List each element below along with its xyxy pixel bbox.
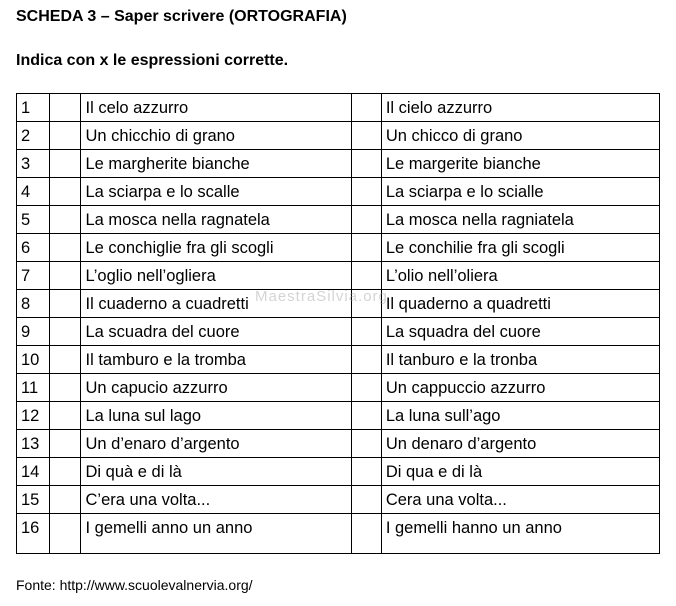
checkbox-cell-a[interactable] <box>50 346 81 374</box>
checkbox-cell-a[interactable] <box>50 290 81 318</box>
checkbox-cell-a[interactable] <box>50 178 81 206</box>
option-a-text: La scuadra del cuore <box>81 318 351 346</box>
option-b-text: Il quaderno a quadretti <box>381 290 659 318</box>
table-row <box>17 94 660 122</box>
option-b-text: La squadra del cuore <box>381 318 659 346</box>
instruction-text: Indica con x le espressioni corrette. <box>16 52 289 69</box>
checkbox-cell-b[interactable] <box>351 374 381 402</box>
table-row <box>17 150 660 178</box>
checkbox-cell-b[interactable] <box>351 262 381 290</box>
worksheet-title: SCHEDA 3 – Saper scrivere (ORTOGRAFIA) <box>16 8 347 25</box>
table-row <box>17 486 660 514</box>
checkbox-cell-a[interactable] <box>50 458 81 486</box>
row-number: 5 <box>17 206 50 234</box>
checkbox-cell-b[interactable] <box>351 458 381 486</box>
option-a-text: Un chicchio di grano <box>81 122 351 150</box>
row-number: 15 <box>17 486 50 514</box>
option-a-text: Di quà e di là <box>81 458 351 486</box>
row-number: 6 <box>17 234 50 262</box>
option-a-text: Le conchiglie fra gli scogli <box>81 234 351 262</box>
option-b-text: La sciarpa e lo scialle <box>381 178 659 206</box>
checkbox-cell-b[interactable] <box>351 318 381 346</box>
option-b-text: Il tanburo e la tronba <box>381 346 659 374</box>
row-number: 14 <box>17 458 50 486</box>
checkbox-cell-b[interactable] <box>351 234 381 262</box>
checkbox-cell-a[interactable] <box>50 262 81 290</box>
checkbox-cell-b[interactable] <box>351 486 381 514</box>
option-a-text: Un d’enaro d’argento <box>81 430 351 458</box>
row-number: 1 <box>17 94 50 122</box>
option-a-text: L’oglio nell’ogliera <box>81 262 351 290</box>
table-row <box>17 430 660 458</box>
checkbox-cell-b[interactable] <box>351 430 381 458</box>
table-row <box>17 458 660 486</box>
option-a-text: La mosca nella ragnatela <box>81 206 351 234</box>
checkbox-cell-b[interactable] <box>351 150 381 178</box>
option-b-text: Un denaro d’argento <box>381 430 659 458</box>
checkbox-cell-b[interactable] <box>351 402 381 430</box>
option-a-text: Un capucio azzurro <box>81 374 351 402</box>
option-a-text: Il celo azzurro <box>81 94 351 122</box>
row-number: 3 <box>17 150 50 178</box>
row-number: 4 <box>17 178 50 206</box>
table-row <box>17 206 660 234</box>
option-a-text: I gemelli anno un anno <box>81 514 351 554</box>
option-a-text: C’era una volta... <box>81 486 351 514</box>
option-b-text: Di qua e di là <box>381 458 659 486</box>
checkbox-cell-a[interactable] <box>50 402 81 430</box>
option-b-text: Un chicco di grano <box>381 122 659 150</box>
option-b-text: Un cappuccio azzurro <box>381 374 659 402</box>
checkbox-cell-b[interactable] <box>351 514 381 554</box>
checkbox-cell-a[interactable] <box>50 318 81 346</box>
table-row <box>17 290 660 318</box>
option-b-text: La luna sull’ago <box>381 402 659 430</box>
option-a-text: Il tamburo e la tromba <box>81 346 351 374</box>
table-row <box>17 318 660 346</box>
row-number: 8 <box>17 290 50 318</box>
checkbox-cell-b[interactable] <box>351 122 381 150</box>
checkbox-cell-b[interactable] <box>351 178 381 206</box>
option-a-text: La sciarpa e lo scalle <box>81 178 351 206</box>
option-b-text: Le margerite bianche <box>381 150 659 178</box>
row-number: 2 <box>17 122 50 150</box>
checkbox-cell-a[interactable] <box>50 486 81 514</box>
option-a-text: Le margherite bianche <box>81 150 351 178</box>
table-row <box>17 402 660 430</box>
checkbox-cell-a[interactable] <box>50 374 81 402</box>
checkbox-cell-b[interactable] <box>351 290 381 318</box>
checkbox-cell-a[interactable] <box>50 514 81 554</box>
table-row <box>17 234 660 262</box>
row-number: 7 <box>17 262 50 290</box>
row-number: 12 <box>17 402 50 430</box>
row-number: 10 <box>17 346 50 374</box>
table-row <box>17 514 660 554</box>
option-b-text: Il cielo azzurro <box>381 94 659 122</box>
table-row <box>17 262 660 290</box>
checkbox-cell-a[interactable] <box>50 122 81 150</box>
row-number: 9 <box>17 318 50 346</box>
option-b-text: Cera una volta... <box>381 486 659 514</box>
checkbox-cell-b[interactable] <box>351 94 381 122</box>
option-a-text: La luna sul lago <box>81 402 351 430</box>
source-footer: Fonte: http://www.scuolevalnervia.org/ <box>16 577 253 593</box>
option-b-text: La mosca nella ragniatela <box>381 206 659 234</box>
watermark: MaestraSilvia.org <box>255 288 388 305</box>
row-number: 13 <box>17 430 50 458</box>
checkbox-cell-a[interactable] <box>50 94 81 122</box>
checkbox-cell-a[interactable] <box>50 206 81 234</box>
option-b-text: L’olio nell’oliera <box>381 262 659 290</box>
table-row <box>17 178 660 206</box>
checkbox-cell-a[interactable] <box>50 150 81 178</box>
table-row <box>17 122 660 150</box>
checkbox-cell-b[interactable] <box>351 346 381 374</box>
checkbox-cell-a[interactable] <box>50 234 81 262</box>
row-number: 16 <box>17 514 50 554</box>
exercise-table <box>16 93 660 554</box>
option-b-text: Le conchilie fra gli scogli <box>381 234 659 262</box>
checkbox-cell-b[interactable] <box>351 206 381 234</box>
table-row <box>17 374 660 402</box>
table-row <box>17 346 660 374</box>
row-number: 11 <box>17 374 50 402</box>
option-b-text: I gemelli hanno un anno <box>381 514 659 554</box>
option-a-text: Il cuaderno a cuadretti <box>81 290 351 318</box>
checkbox-cell-a[interactable] <box>50 430 81 458</box>
